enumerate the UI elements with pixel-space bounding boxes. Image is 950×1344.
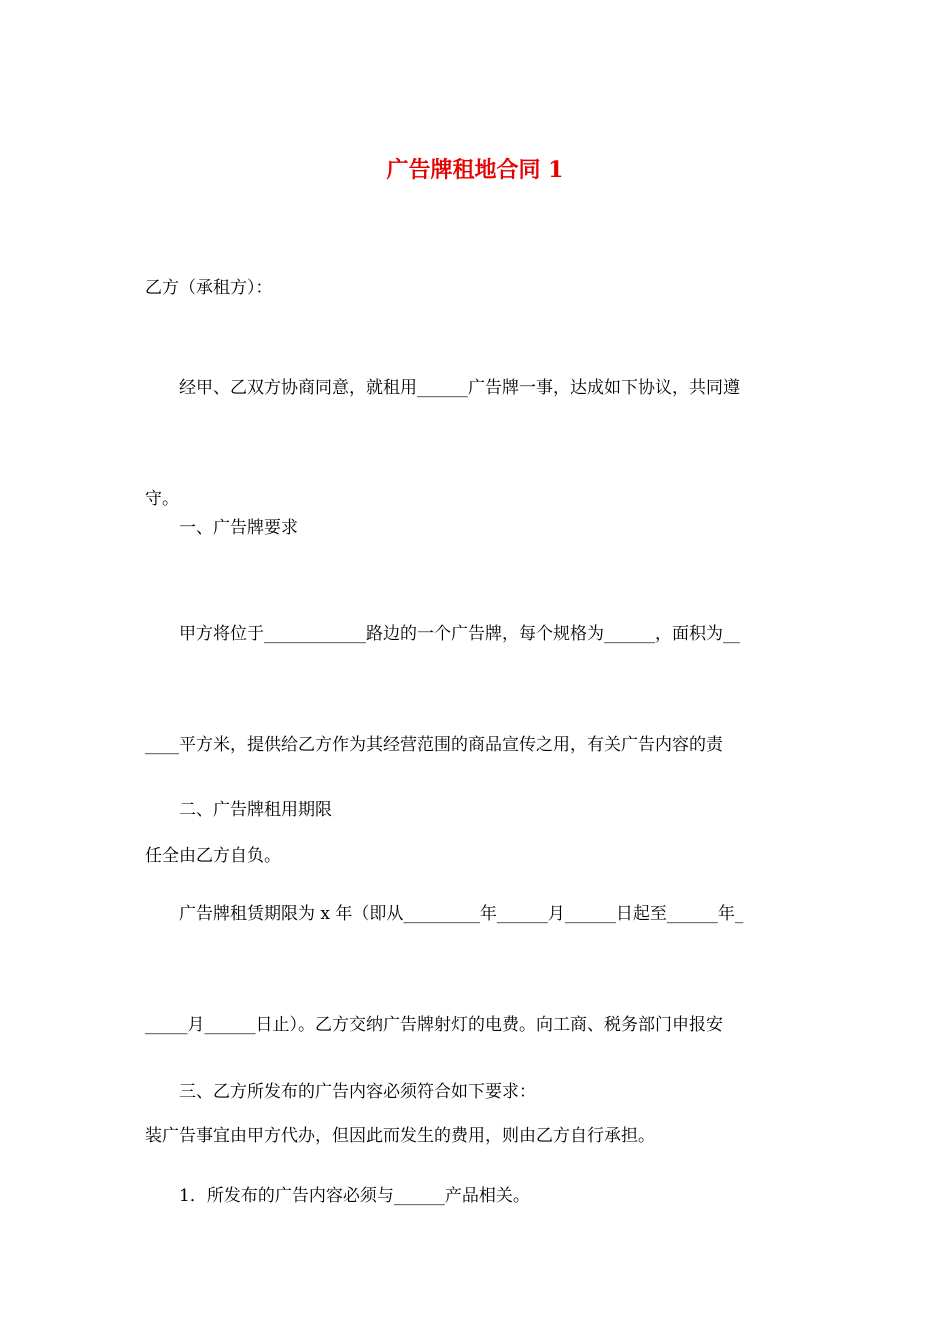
section-2-line-3: 装广告事宜由甲方代办，但因此而发生的费用，则由乙方自行承担。: [145, 1126, 655, 1146]
section-1-line-3: 任全由乙方自负。: [145, 846, 281, 866]
section-3-item-1: [145, 1104, 810, 1289]
section-1-line-2: ____平方米，提供给乙方作为其经营范围的商品宣传之用，有关广告内容的责: [145, 735, 723, 755]
section-1-heading-text: 一、广告牌要求: [145, 518, 298, 538]
section-2-line-2: _____月______日止）。乙方交纳广告牌射灯的电费。向工商、税务部门申报安: [145, 1015, 723, 1035]
party-b-text: 乙方（承租方）：: [145, 278, 273, 298]
section-2-heading-text: 二、广告牌租用期限: [145, 800, 332, 820]
section-3-heading-text: 三、乙方所发布的广告内容必须符合如下要求：: [145, 1082, 536, 1102]
document-title: 广告牌租地合同 1: [386, 157, 564, 183]
section-1-line-1: 甲方将位于____________路边的一个广告牌，每个规格为______，面积为__: [145, 624, 740, 644]
intro-line-1: 经甲、乙双方协商同意，就租用______广告牌一事，达成如下协议，共同遵: [145, 378, 740, 398]
section-2-line-1: 广告牌租赁期限为 x 年（即从_________年______月______日起至______年_: [145, 904, 744, 924]
intro-line-2: 守。: [145, 489, 179, 509]
section-3-item-1-text: 1．所发布的广告内容必须与______产品相关。: [145, 1186, 530, 1206]
